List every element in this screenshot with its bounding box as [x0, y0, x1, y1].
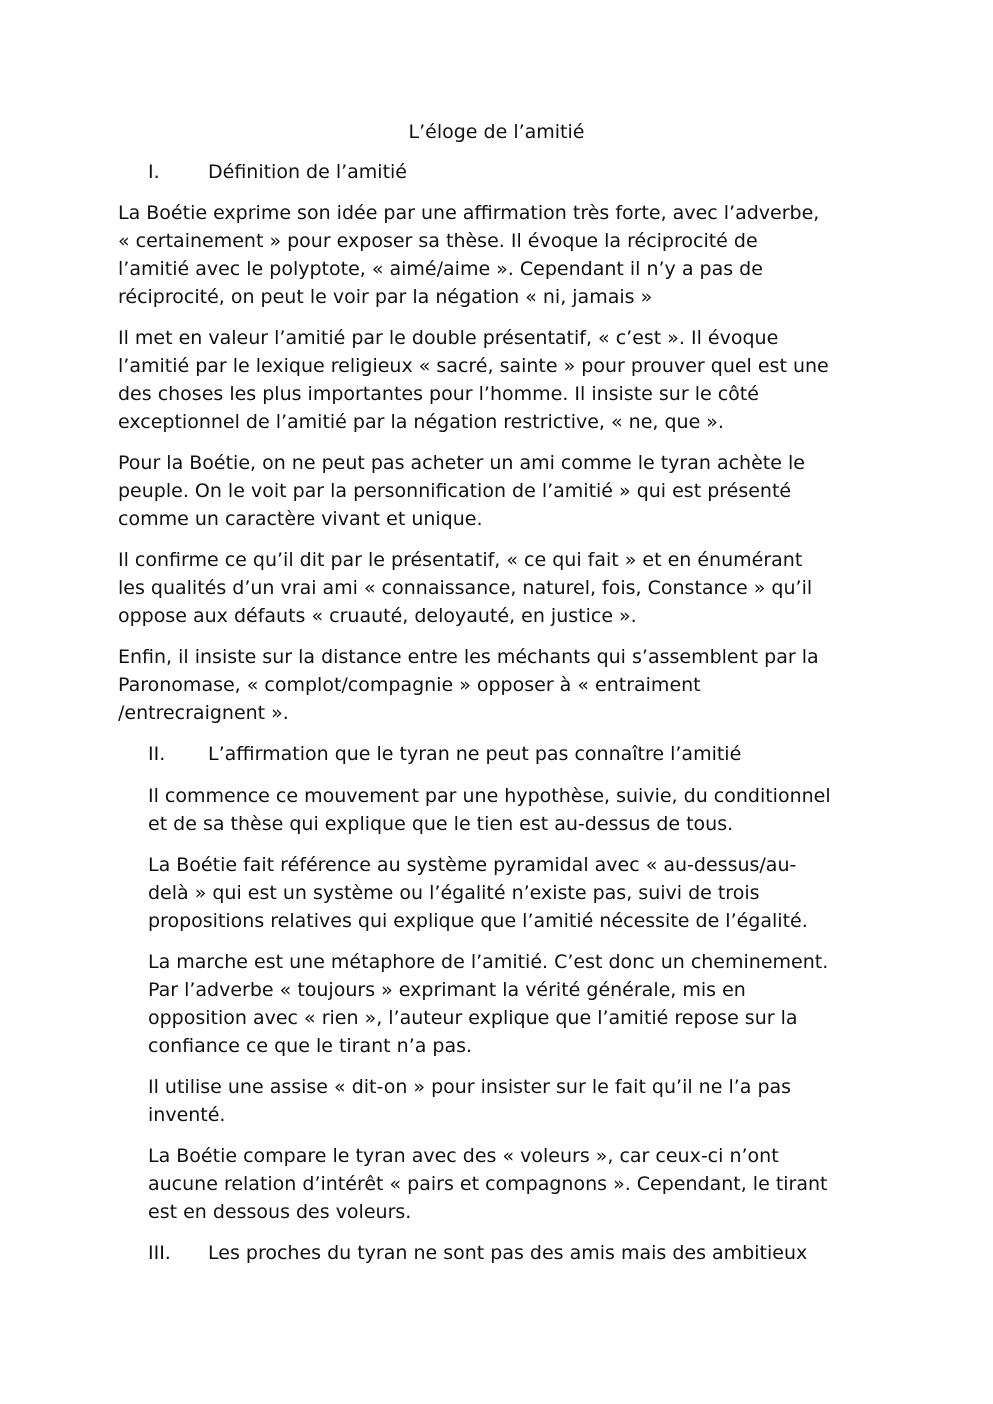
text-line: oppose aux défauts « cruauté, deloyauté, en justice ». [118, 605, 637, 627]
paragraph-6 [148, 782, 831, 838]
text-line: La Boétie compare le tyran avec des « voleurs », car ceux-ci n’ont [148, 1145, 779, 1167]
text-line: opposition avec « rien », l’auteur explique que l’amitié repose sur la [148, 1007, 798, 1029]
text-line: La Boétie exprime son idée par une affirmation très forte, avec l’adverbe, [118, 202, 820, 224]
text-line: et de sa thèse qui explique que le tien est au-dessus de tous. [148, 813, 734, 835]
section-number: III. [148, 1242, 171, 1264]
paragraph-10 [148, 1142, 828, 1226]
text-line: delà » qui est un système ou l’égalité n’existe pas, suivi de trois [148, 882, 760, 904]
text-line: l’amitié par le lexique religieux « sacré, sainte » pour prouver quel est une [118, 355, 829, 377]
section-heading-1 [148, 158, 407, 186]
paragraph-2 [118, 324, 829, 436]
paragraph-5 [118, 643, 819, 727]
text-line: est en dessous des voleurs. [148, 1201, 412, 1223]
text-line: Il confirme ce qu’il dit par le présentatif, « ce qui fait » et en énumérant [118, 549, 803, 571]
text-line: aucune relation d’intérêt « pairs et compagnons ». Cependant, le tirant [148, 1173, 828, 1195]
paragraph-9 [148, 1073, 791, 1129]
text-line: confiance ce que le tirant n’a pas. [148, 1035, 473, 1057]
text-line: /entrecraignent ». [118, 702, 289, 724]
text-line: Il commence ce mouvement par une hypothèse, suivie, du conditionnel [148, 785, 831, 807]
text-line: réciprocité, on peut le voir par la négation « ni, jamais » [118, 286, 653, 308]
text-line: « certainement » pour exposer sa thèse. Il évoque la réciprocité de [118, 230, 758, 252]
section-heading-2 [148, 740, 741, 768]
section-title: Définition de l’amitié [208, 161, 407, 183]
text-line: l’amitié avec le polyptote, « aimé/aime ». Cependant il n’y a pas de [118, 258, 763, 280]
text-line: Paronomase, « complot/compagnie » opposer à « entraiment [118, 674, 701, 696]
paragraph-8 [148, 948, 828, 1060]
text-line: La Boétie fait référence au système pyramidal avec « au-dessus/au- [148, 854, 797, 876]
text-line: comme un caractère vivant et unique. [118, 508, 483, 530]
text-line: propositions relatives qui explique que l’amitié nécessite de l’égalité. [148, 910, 808, 932]
text-line: Par l’adverbe « toujours » exprimant la vérité générale, mis en [148, 979, 746, 1001]
text-line: peuple. On le voit par la personnification de l’amitié » qui est présenté [118, 480, 792, 502]
text-line: Enfin, il insiste sur la distance entre les méchants qui s’assemblent par la [118, 646, 819, 668]
text-line: Pour la Boétie, on ne peut pas acheter un ami comme le tyran achète le [118, 452, 805, 474]
document-title: L’éloge de l’amitié [408, 121, 585, 143]
section-title: L’affirmation que le tyran ne peut pas connaître l’amitié [208, 743, 742, 765]
section-number: I. [148, 161, 160, 183]
text-line: exceptionnel de l’amitié par la négation restrictive, « ne, que ». [118, 411, 724, 433]
text-line: La marche est une métaphore de l’amitié. C’est donc un cheminement. [148, 951, 829, 973]
text-line: les qualités d’un vrai ami « connaissance, naturel, fois, Constance » qu’il [118, 577, 813, 599]
section-number: II. [148, 743, 166, 765]
text-line: Il utilise une assise « dit-on » pour insister sur le fait qu’il ne l’a pas [148, 1076, 792, 1098]
paragraph-3 [118, 449, 805, 533]
paragraph-4 [118, 546, 812, 630]
text-line: Il met en valeur l’amitié par le double présentatif, « c’est ». Il évoque [118, 327, 779, 349]
paragraph-1 [118, 199, 819, 311]
section-title: Les proches du tyran ne sont pas des amis mais des ambitieux [208, 1242, 808, 1264]
text-line: inventé. [148, 1104, 226, 1126]
text-line: des choses les plus importantes pour l’homme. Il insiste sur le côté [118, 383, 759, 405]
paragraph-7 [148, 851, 808, 935]
section-heading-3 [148, 1239, 807, 1267]
